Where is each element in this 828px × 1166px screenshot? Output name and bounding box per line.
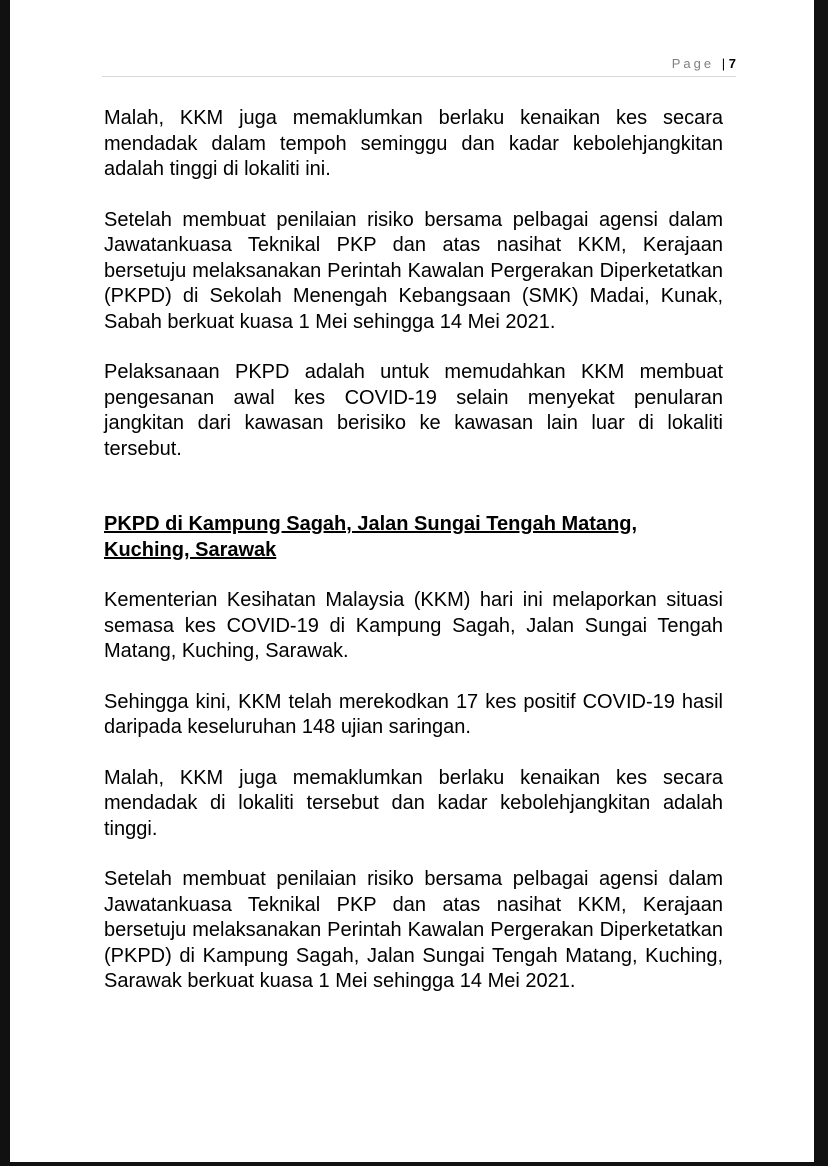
page-separator: | <box>721 56 726 71</box>
page-number: 7 <box>728 56 736 71</box>
paragraph: Malah, KKM juga memaklumkan berlaku kenaikan kes secara mendadak dalam tempoh seminggu dan kadar kebolehjangkitan adalah tinggi di lokaliti ini. <box>104 107 723 180</box>
document-body <box>104 106 723 995</box>
paragraph: Setelah membuat penilaian risiko bersama pelbagai agensi dalam Jawatankuasa Teknikal PKP dan atas nasihat KKM, Kerajaan bersetuju melaksanakan Perintah Kawalan Pergerakan Diperketatkan (PKPD) di Sekolah Menengah Kebangsaan (SMK) Madai, Kunak, Sabah berkuat kuasa 1 Mei sehingga 14 Mei 2021. <box>104 208 723 333</box>
paragraph: Sehingga kini, KKM telah merekodkan 17 kes positif COVID-19 hasil daripada keseluruhan 148 ujian saringan. <box>104 690 723 738</box>
paragraph: Kementerian Kesihatan Malaysia (KKM) hari ini melaporkan situasi semasa kes COVID-19 di Kampung Sagah, Jalan Sungai Tengah Matang, Kuching, Sarawak. <box>104 589 723 662</box>
paragraph: Pelaksanaan PKPD adalah untuk memudahkan KKM membuat pengesanan awal kes COVID-19 selain menyekat penularan jangkitan dari kawasan berisiko ke kawasan lain luar di lokaliti tersebut. <box>104 361 723 460</box>
page-label: Page <box>671 56 715 71</box>
paragraph: Setelah membuat penilaian risiko bersama pelbagai agensi dalam Jawatankuasa Teknikal PKP dan atas nasihat KKM, Kerajaan bersetuju melaksanakan Perintah Kawalan Pergerakan Diperketatkan (PKPD) di Kampung Sagah, Jalan Sungai Tengah Matang, Kuching, Sarawak berkuat kuasa 1 Mei sehingga 14 Mei 2021. <box>104 868 723 992</box>
document-page <box>10 0 814 1162</box>
page-header <box>102 56 736 77</box>
paragraph: Malah, KKM juga memaklumkan berlaku kenaikan kes secara mendadak di lokaliti tersebut dan kadar kebolehjangkitan adalah tinggi. <box>104 766 723 840</box>
section-heading: PKPD di Kampung Sagah, Jalan Sungai Tengah Matang, Kuching, Sarawak <box>104 513 638 561</box>
